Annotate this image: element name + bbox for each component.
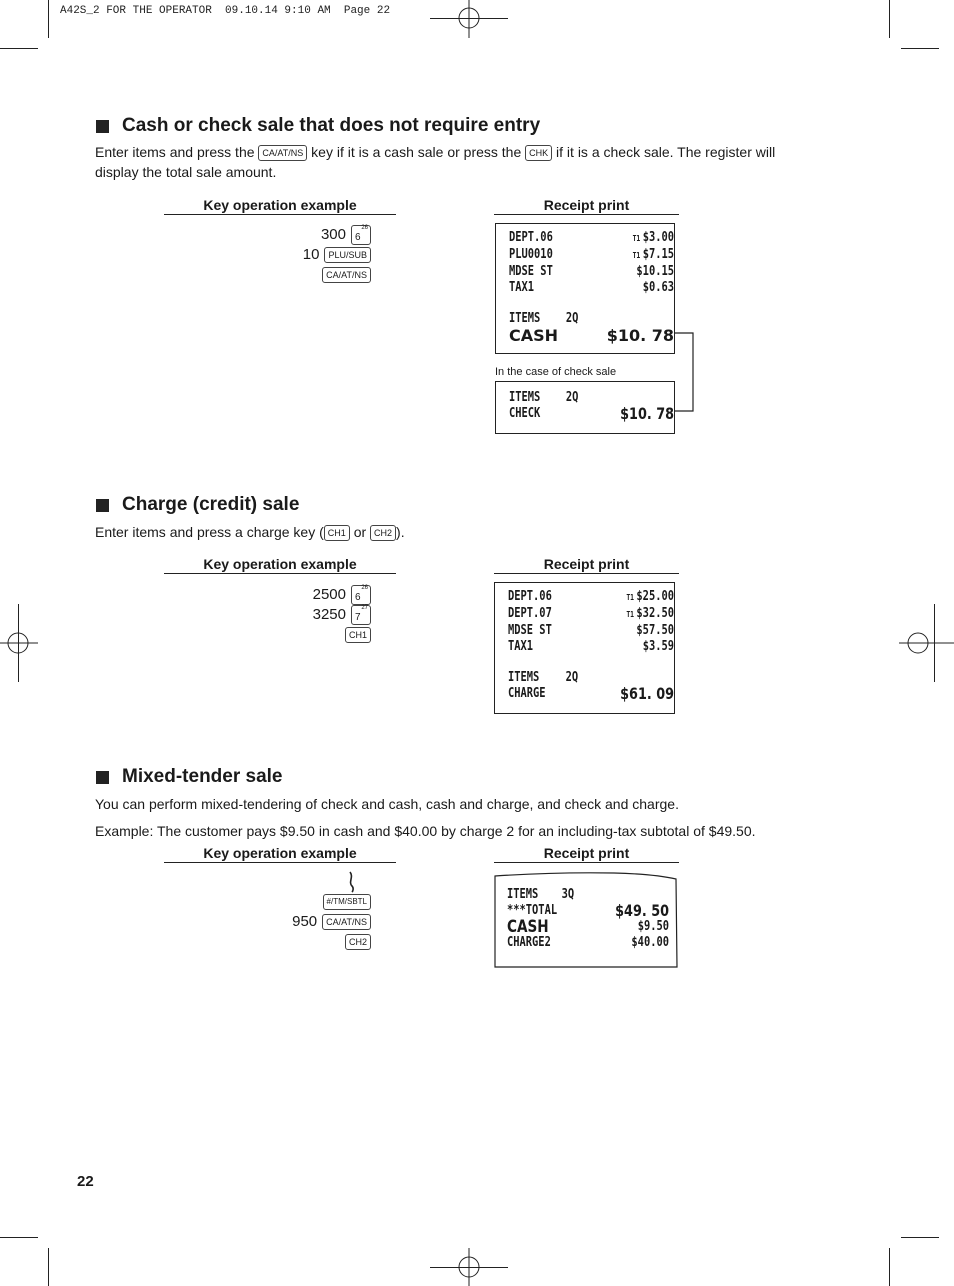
tax-flag: T1 [632, 251, 641, 260]
section-cash-check-heading [96, 115, 540, 137]
square-bullet-icon [96, 499, 109, 512]
receipt-line [507, 935, 669, 951]
receipt-value: 3Q [561, 887, 575, 902]
section-charge-description [95, 522, 405, 542]
square-bullet-icon [96, 120, 109, 133]
receipt-label: ITEMS [509, 311, 541, 326]
plu-sub-key: PLU/SUB [324, 247, 371, 263]
chk-key: CHK [525, 145, 552, 161]
receipt-value: $32.50 [636, 606, 674, 621]
key-label: 6 [355, 232, 361, 243]
key-sequence-2 [200, 585, 371, 645]
dept-key [351, 225, 371, 245]
receipt-label: CASH [507, 917, 549, 937]
receipt-line [509, 247, 674, 264]
receipt-items-line [509, 390, 634, 406]
receipt-items-line [507, 887, 630, 903]
receipt-total-line [508, 686, 674, 702]
section-cash-check-description [95, 142, 815, 182]
receipt-label: TAX1 [508, 639, 534, 654]
receipt-total-line [509, 327, 674, 344]
receipt-charge [494, 582, 675, 714]
receipt-value: $25.00 [636, 589, 674, 604]
text: key if it is a cash sale or press the [311, 144, 522, 160]
tax-flag: T1 [626, 593, 635, 602]
entry-number: 3250 [312, 606, 346, 623]
key-sup: 26 [361, 225, 368, 231]
key-label: 7 [355, 612, 361, 623]
text: Enter items and press a charge key ( [95, 524, 324, 540]
ch2-key: CH2 [345, 934, 371, 950]
receipt-label: TAX1 [509, 280, 535, 295]
ch1-key: CH1 [324, 525, 350, 541]
receipt-value: 2Q [565, 670, 579, 685]
receipt-value: $3.59 [642, 639, 674, 654]
ca-at-ns-key: CA/AT/NS [322, 914, 371, 930]
page-number: 22 [77, 1173, 94, 1190]
receipt-print-header: Receipt print [494, 556, 679, 574]
receipt-line [508, 606, 674, 623]
text: Enter items and press the [95, 144, 255, 160]
receipt-label: CASH [509, 326, 559, 345]
receipt-line [509, 280, 674, 296]
receipt-value: $3.00 [642, 230, 674, 245]
dept-key [351, 605, 371, 625]
ch1-key: CH1 [345, 627, 371, 643]
section-charge-heading [96, 494, 299, 516]
dept-key [351, 585, 371, 605]
section-title: Charge (credit) sale [122, 494, 300, 515]
entry-number: 2500 [312, 586, 346, 603]
receipt-label: ITEMS [508, 670, 540, 685]
entry-number: 10 [302, 246, 320, 263]
receipt-label: ITEMS [509, 390, 541, 405]
tax-flag: T1 [632, 234, 641, 243]
receipt-print-header: Receipt print [494, 845, 679, 863]
receipt-label: ***TOTAL [507, 903, 558, 918]
square-bullet-icon [96, 771, 109, 784]
receipt-line [508, 623, 674, 639]
text: display the total sale amount. [95, 164, 277, 180]
section-mixed-tender-example: Example: The customer pays $9.50 in cash and $40.00 by charge 2 for an including-tax subtotal of $49.50. [95, 823, 756, 839]
receipt-label: DEPT.06 [508, 589, 552, 604]
receipt-line [509, 264, 674, 280]
tax-flag: T1 [626, 610, 635, 619]
receipt-label: DEPT.06 [509, 230, 553, 245]
section-mixed-tender-heading [96, 766, 283, 788]
section-title: Mixed-tender sale [122, 766, 283, 787]
receipt-value: $10. 78 [620, 404, 674, 423]
receipt-value: $40.00 [631, 935, 669, 950]
receipt-line [509, 230, 674, 247]
receipt-label: CHARGE2 [507, 935, 551, 950]
receipt-check [495, 381, 675, 434]
receipt-label: ITEMS [507, 887, 539, 902]
receipt-value: $9.50 [637, 919, 669, 934]
key-sup: 26 [361, 585, 368, 591]
key-sup: 27 [361, 605, 368, 611]
receipt-total-line [509, 406, 674, 422]
ch2-key: CH2 [370, 525, 396, 541]
receipt-mixed-tender [496, 887, 669, 957]
receipt-label: CHARGE [508, 686, 546, 701]
receipt-label: CHECK [509, 406, 541, 421]
text: or [353, 524, 367, 540]
key-sequence-1 [200, 225, 371, 285]
receipt-value: $10. 78 [606, 326, 674, 345]
receipt-print-header: Receipt print [494, 197, 679, 215]
receipt-label: MDSE ST [508, 623, 552, 638]
text: if it is a check sale. The register will [556, 144, 776, 160]
receipt-value: $49. 50 [615, 901, 669, 920]
receipt-value: $61. 09 [620, 684, 674, 703]
key-operation-header: Key operation example [164, 556, 396, 574]
receipt-value: 2Q [565, 311, 579, 326]
key-sequence-3 [200, 892, 371, 952]
receipt-line [508, 639, 674, 655]
receipt-cash [495, 223, 675, 354]
bracket-connector [670, 325, 700, 415]
ca-at-ns-key: CA/AT/NS [322, 267, 371, 283]
receipt-value: $7.15 [642, 247, 674, 262]
check-sale-note: In the case of check sale [495, 366, 617, 378]
receipt-label: PLU0010 [509, 247, 553, 262]
print-slug: A42S_2 FOR THE OPERATOR 09.10.14 9:10 AM Page 22 [60, 5, 391, 17]
receipt-items-line [509, 311, 634, 327]
text: ). [396, 524, 405, 540]
tm-sbtl-key: #/TM/SBTL [323, 894, 371, 910]
receipt-value: $10.15 [636, 264, 674, 279]
receipt-value: $57.50 [636, 623, 674, 638]
section-title: Cash or check sale that does not require entry [122, 115, 541, 136]
receipt-label: DEPT.07 [508, 606, 552, 621]
key-operation-header: Key operation example [164, 845, 396, 863]
ca-at-ns-key: CA/AT/NS [258, 145, 307, 161]
receipt-cash-line [507, 919, 669, 935]
receipt-label: MDSE ST [509, 264, 553, 279]
entry-number: 300 [320, 226, 346, 243]
receipt-value: 2Q [565, 390, 579, 405]
receipt-line [508, 589, 674, 606]
receipt-value: $0.63 [642, 280, 674, 295]
key-label: 6 [355, 592, 361, 603]
entry-number: 950 [292, 913, 318, 930]
omission-tilde-icon [346, 870, 358, 894]
receipt-items-line [508, 670, 634, 686]
section-mixed-tender-description: You can perform mixed-tendering of check and cash, cash and charge, and check and charge. [95, 796, 679, 812]
key-operation-header: Key operation example [164, 197, 396, 215]
